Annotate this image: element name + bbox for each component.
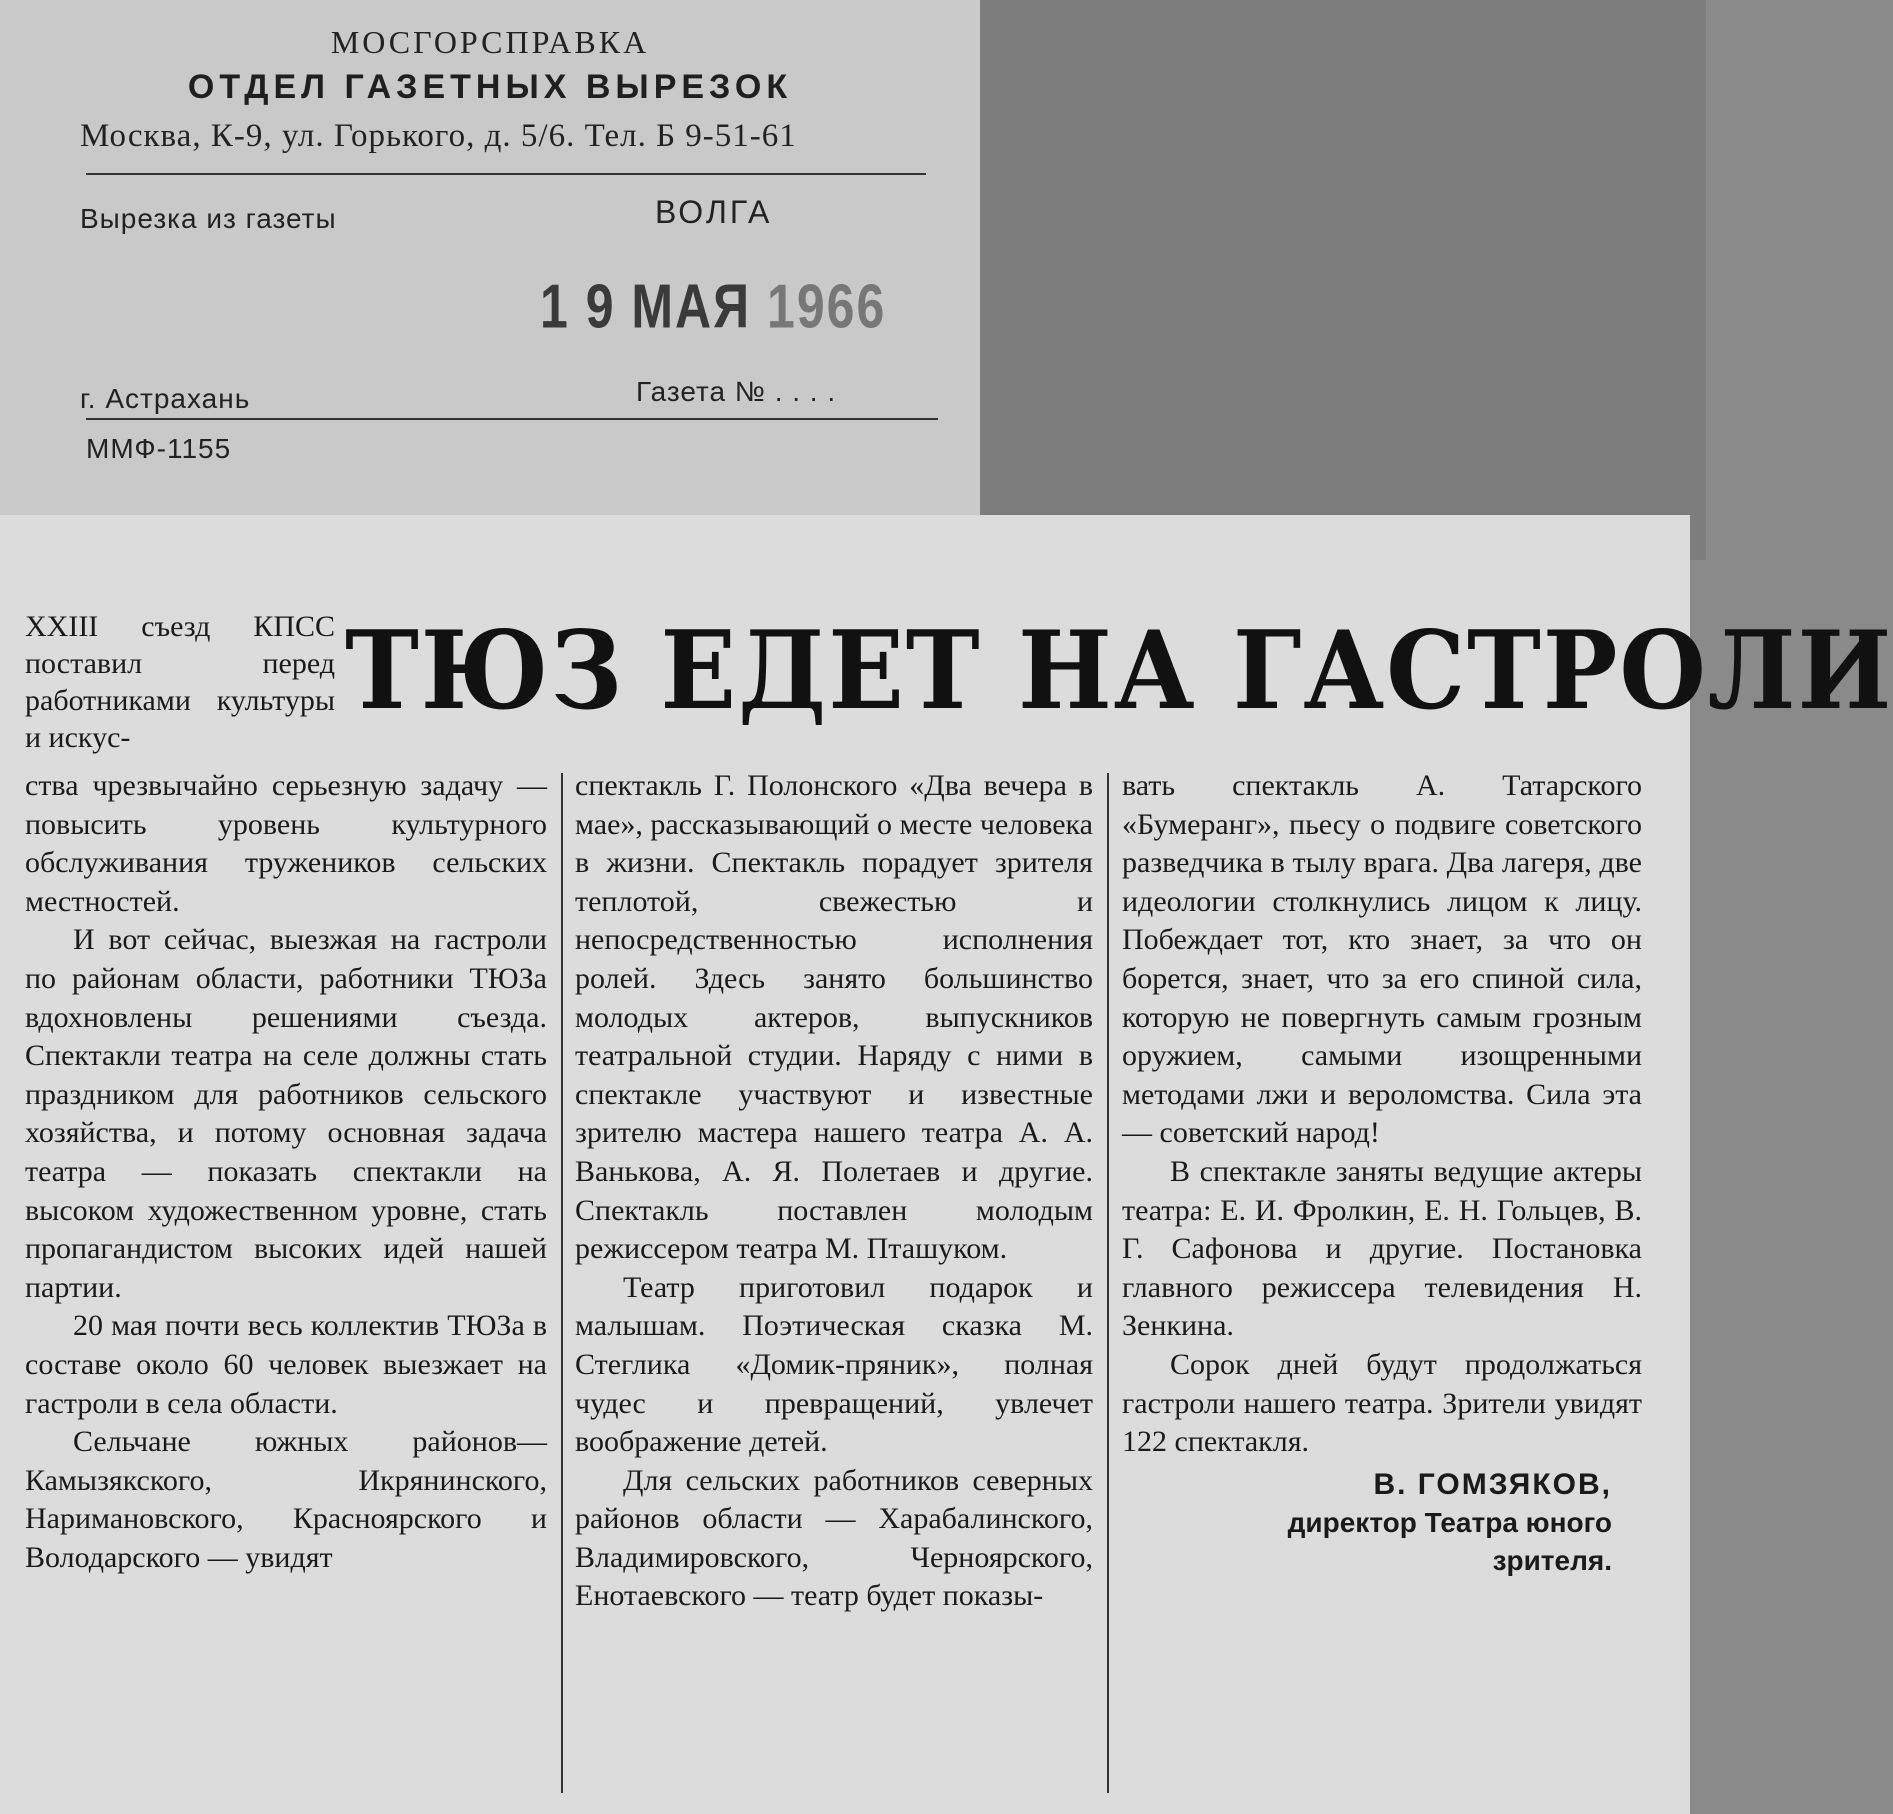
paragraph: Сорок дней будут продолжаться гастроли нашего театра. Зрители увидят 122 спектакля. <box>1122 1347 1642 1459</box>
issue-label: Газета № . . . . <box>636 376 837 407</box>
backing-card <box>970 0 1706 560</box>
paragraph: Для сельских работников северных районов области — Харабалинского, Владимировского, Черноярского, Енотаевского — театр будет показы- <box>575 1463 1093 1613</box>
paragraph: 20 мая почти весь коллектив ТЮЗа в составе около 60 человек выезжает на гастроли в села области. <box>25 1309 547 1420</box>
article-column-1 <box>25 767 547 1577</box>
paragraph: Сельчане южных районов— Камызякского, Икрянинского, Наримановского, Красноярского и Володарского — увидят <box>25 1425 547 1574</box>
author-name: В. ГОМЗЯКОВ, <box>1373 1467 1612 1501</box>
column-divider <box>561 773 563 1793</box>
paragraph: И вот сейчас, выезжая на гастроли по районам области, работники ТЮЗа вдохновлены решениями съезда. Спектакли театра на селе должны стать праздником для работников сельского хозяйства, и потому основная задача театра — показать спектакли на высоком художественном уровне, стать пропагандистом высоких идей нашей партии. <box>25 923 547 1304</box>
author-role: зрителя. <box>1492 1545 1612 1577</box>
date-stamp-year: 1966 <box>767 271 887 342</box>
clipping-service-slip <box>0 0 980 530</box>
paragraph: вать спектакль А. Татарского «Бумеранг», пьесу о подвиге советского разведчика в тылу врага. Два лагеря, две идеологии столкнулись лицом к лицу. Побеждает тот, кто знает, за что он борется, знает, что за его спиной сила, которую не повергнуть самым грозным оружием, самыми изощренными методами лжи и вероломства. Сила эта — советский народ! <box>1122 769 1642 1150</box>
paragraph: ства чрезвычайно серьезную задачу — повысить уровень культурного обслуживания тружеников сельских местностей. <box>25 769 547 918</box>
paragraph: Театр приготовил подарок и малышам. Поэтическая сказка М. Стеглика «Домик-пряник», полная чудес и превращений, увлечет воображение детей. <box>575 1270 1093 1459</box>
article-column-2 <box>575 767 1093 1616</box>
form-code: ММФ-1155 <box>86 433 232 464</box>
newspaper-name: ВОЛГА <box>655 194 773 230</box>
article-signature <box>1122 1466 1642 1581</box>
newspaper-article <box>0 515 1893 1814</box>
city-label: г. Астрахань <box>80 383 251 414</box>
paragraph: спектакль Г. Полонского «Два вечера в мае», рассказывающий о месте человека в жизни. Спектакль порадует зрителя теплотой, свежестью и непосредственностью исполнения ролей. Здесь занято большинство молодых актеров, выпускников театральной студии. Наряду с ними в спектакле участвуют и известные зрителю мастера нашего театра А. А. Ванькова, А. Я. Полетаев и другие. Спектакль поставлен молодым режиссером театра М. Пташуком. <box>575 769 1093 1266</box>
clip-label: Вырезка из газеты <box>80 203 337 234</box>
author-role: директор Театра юного <box>1287 1507 1612 1539</box>
paragraph: В спектакле заняты ведущие актеры театра: Е. И. Фролкин, Е. Н. Гольцев, В. Г. Сафонова и другие. Постановка главного режиссера телевидения Н. Зенкина. <box>1122 1154 1642 1343</box>
column-divider <box>1107 773 1109 1793</box>
date-stamp-day: 1 9 МАЯ <box>540 271 752 342</box>
slip-divider-top <box>86 173 926 175</box>
agency-name: МОСГОРСПРАВКА <box>330 24 650 60</box>
article-column-3 <box>1122 767 1642 1580</box>
article-intro: XXIII съезд КПСС поставил перед работниками культуры и искус- <box>25 610 335 754</box>
department-name: ОТДЕЛ ГАЗЕТНЫХ ВЫРЕЗОК <box>187 68 793 106</box>
date-stamp <box>540 270 886 343</box>
agency-address: Москва, К-9, ул. Горького, д. 5/6. Тел. Б 9-51-61 <box>80 118 797 154</box>
article-headline: ТЮЗ ЕДЕТ НА ГАСТРОЛИ <box>345 608 1893 734</box>
slip-divider-bottom <box>86 418 938 420</box>
